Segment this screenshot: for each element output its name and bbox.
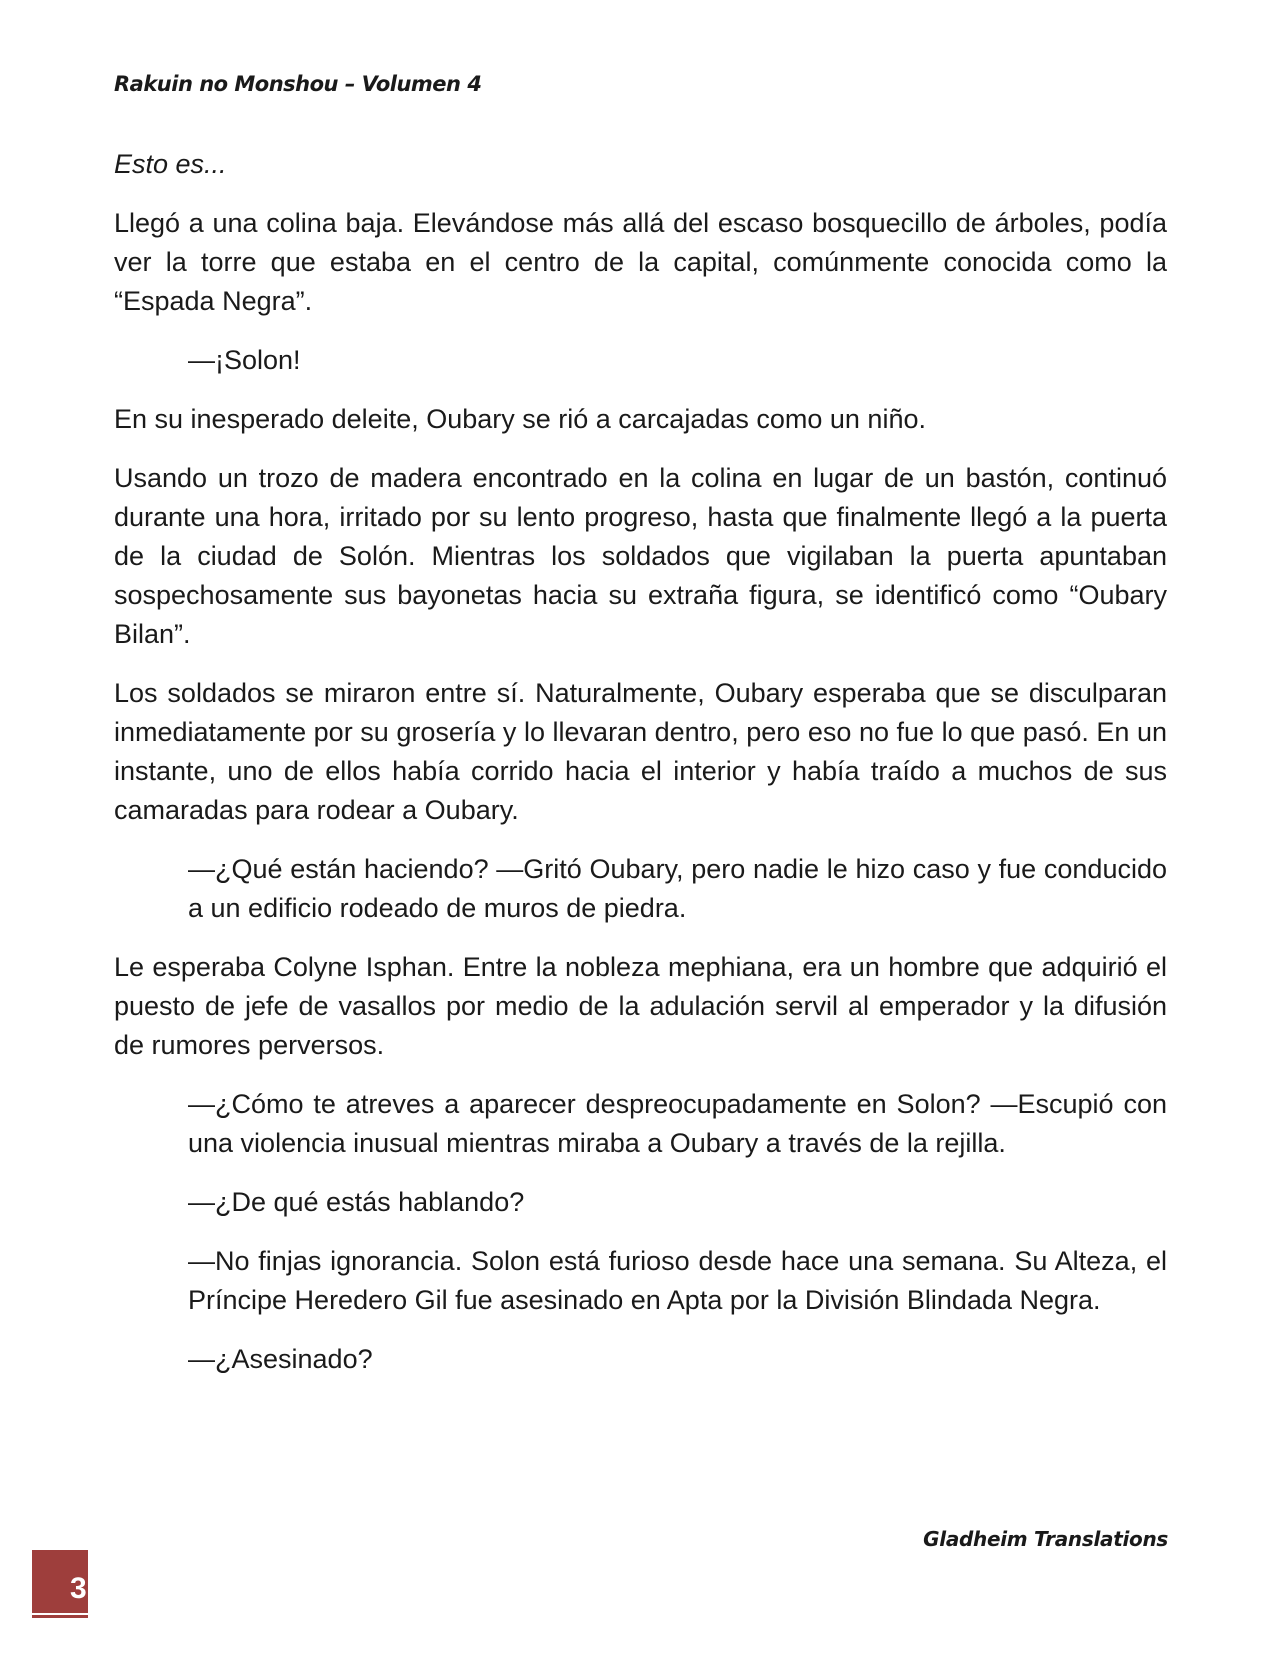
paragraph: Esto es... bbox=[114, 149, 227, 179]
page-number: 3 bbox=[70, 1572, 87, 1605]
paragraph: Le esperaba Colyne Isphan. Entre la nobleza mephiana, era un hombre que adquirió el puesto de jefe de vasallos por medio de la adulación servil al emperador y la difusión de rumores perversos. bbox=[114, 952, 1167, 1060]
dialogue-paragraph: —¿Asesinado? bbox=[188, 1344, 373, 1374]
paragraph: Los soldados se miraron entre sí. Naturalmente, Oubary esperaba que se disculparan inmediatamente por su grosería y lo llevaran dentro, pero eso no fue lo que pasó. En un instante, uno de ellos había corrido hacia el interior y había traído a muchos de sus camaradas para rodear a Oubary. bbox=[114, 678, 1167, 825]
footer-credit: Gladheim Translations bbox=[923, 1527, 1168, 1551]
running-header-title: Rakuin no Monshou – Volumen 4 bbox=[114, 72, 482, 96]
dialogue-paragraph: —¿De qué estás hablando? bbox=[188, 1187, 525, 1217]
paragraph: Llegó a una colina baja. Elevándose más allá del escaso bosquecillo de árboles, podía ver la torre que estaba en el centro de la capital, comúnmente conocida como la “Espada Negra”. bbox=[114, 208, 1167, 316]
page-number-rule bbox=[32, 1613, 88, 1615]
dialogue-paragraph: —¿Cómo te atreves a aparecer despreocupadamente en Solon? —Escupió con una violencia inusual mientras miraba a Oubary a través de la rejilla. bbox=[188, 1089, 1167, 1158]
dialogue-paragraph: —¿Qué están haciendo? —Gritó Oubary, pero nadie le hizo caso y fue conducido a un edificio rodeado de muros de piedra. bbox=[188, 854, 1167, 923]
dialogue-paragraph: —¡Solon! bbox=[188, 345, 301, 375]
paragraph: En su inesperado deleite, Oubary se rió a carcajadas como un niño. bbox=[114, 404, 926, 434]
paragraph: Usando un trozo de madera encontrado en la colina en lugar de un bastón, continuó durante una hora, irritado por su lento progreso, hasta que finalmente llegó a la puerta de la ciudad de Solón. Mientras los soldados que vigilaban la puerta apuntaban sospechosamente sus bayonetas hacia su extraña figura, se identificó como “Oubary Bilan”. bbox=[114, 463, 1167, 649]
dialogue-paragraph: —No finjas ignorancia. Solon está furioso desde hace una semana. Su Alteza, el Príncipe Heredero Gil fue asesinado en Apta por la División Blindada Negra. bbox=[188, 1246, 1167, 1315]
body-text bbox=[114, 145, 1167, 1399]
